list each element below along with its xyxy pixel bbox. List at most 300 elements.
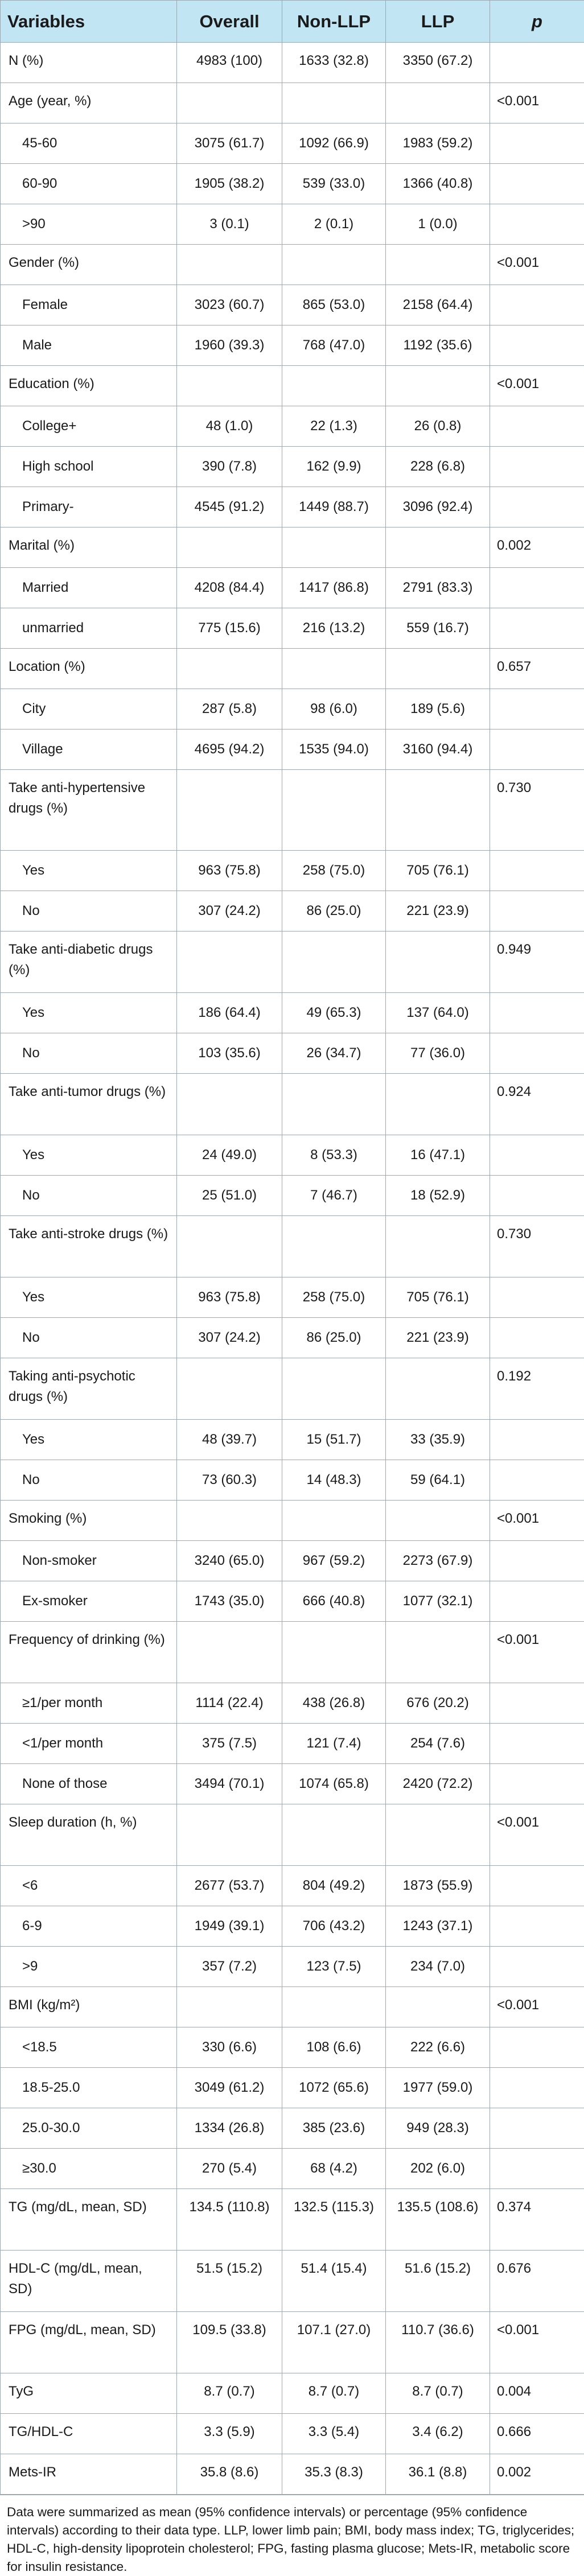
cell-llp: 221 (23.9) bbox=[386, 1318, 490, 1358]
cell-variable: 45-60 bbox=[1, 123, 177, 164]
table-row bbox=[1, 1176, 584, 1216]
cell-non-llp: 162 (9.9) bbox=[282, 447, 386, 487]
cell-overall: 307 (24.2) bbox=[177, 1318, 282, 1358]
cell-p-value: <0.001 bbox=[490, 1987, 584, 2027]
cell-overall: 375 (7.5) bbox=[177, 1724, 282, 1764]
cell-llp: 2420 (72.2) bbox=[386, 1764, 490, 1804]
cell-non-llp: 3.3 (5.4) bbox=[282, 2414, 386, 2454]
cell-llp: 676 (20.2) bbox=[386, 1683, 490, 1724]
cell-llp: 110.7 (36.6) bbox=[386, 2312, 490, 2373]
table-row bbox=[1, 1764, 584, 1804]
cell-llp bbox=[386, 527, 490, 568]
table-row bbox=[1, 932, 584, 993]
table-row bbox=[1, 851, 584, 891]
cell-p-value bbox=[490, 608, 584, 649]
cell-non-llp: 1633 (32.8) bbox=[282, 43, 386, 83]
cell-non-llp: 258 (75.0) bbox=[282, 851, 386, 891]
cell-overall: 287 (5.8) bbox=[177, 689, 282, 729]
cell-llp: 3096 (92.4) bbox=[386, 487, 490, 527]
cell-overall: 3049 (61.2) bbox=[177, 2068, 282, 2108]
cell-non-llp bbox=[282, 649, 386, 689]
cell-non-llp: 1074 (65.8) bbox=[282, 1764, 386, 1804]
table-row bbox=[1, 83, 584, 123]
cell-variable: Female bbox=[1, 285, 177, 325]
cell-variable: ≥1/per month bbox=[1, 1683, 177, 1724]
cell-p-value bbox=[490, 1277, 584, 1318]
table-row bbox=[1, 891, 584, 932]
cell-variable: No bbox=[1, 1033, 177, 1074]
cell-non-llp: 385 (23.6) bbox=[282, 2108, 386, 2149]
cell-variable: Yes bbox=[1, 1135, 177, 1176]
cell-p-value bbox=[490, 689, 584, 729]
cell-p-value bbox=[490, 406, 584, 447]
cell-overall: 4695 (94.2) bbox=[177, 729, 282, 770]
cell-overall: 270 (5.4) bbox=[177, 2149, 282, 2189]
cell-llp bbox=[386, 1501, 490, 1541]
cell-p-value bbox=[490, 729, 584, 770]
cell-llp: 202 (6.0) bbox=[386, 2149, 490, 2189]
table-row bbox=[1, 993, 584, 1033]
cell-llp: 705 (76.1) bbox=[386, 851, 490, 891]
cell-p-value bbox=[490, 1541, 584, 1581]
cell-overall: 51.5 (15.2) bbox=[177, 2251, 282, 2312]
cell-variable: Mets-IR bbox=[1, 2454, 177, 2495]
cell-llp bbox=[386, 1074, 490, 1135]
table-row bbox=[1, 1581, 584, 1622]
cell-non-llp: 49 (65.3) bbox=[282, 993, 386, 1033]
table-row bbox=[1, 325, 584, 366]
cell-llp: 1366 (40.8) bbox=[386, 164, 490, 204]
cell-llp: 221 (23.9) bbox=[386, 891, 490, 932]
cell-llp bbox=[386, 1358, 490, 1420]
cell-llp: 1977 (59.0) bbox=[386, 2068, 490, 2108]
cell-variable: Yes bbox=[1, 1420, 177, 1460]
cell-non-llp bbox=[282, 1987, 386, 2027]
header-variables: Variables bbox=[1, 1, 177, 43]
cell-p-value bbox=[490, 1318, 584, 1358]
cell-non-llp: 132.5 (115.3) bbox=[282, 2189, 386, 2251]
cell-p-value: <0.001 bbox=[490, 1622, 584, 1683]
cell-llp: 1873 (55.9) bbox=[386, 1866, 490, 1906]
cell-non-llp: 216 (13.2) bbox=[282, 608, 386, 649]
cell-p-value bbox=[490, 1947, 584, 1987]
table-row bbox=[1, 1866, 584, 1906]
cell-llp: 2158 (64.4) bbox=[386, 285, 490, 325]
table-row bbox=[1, 2149, 584, 2189]
cell-non-llp bbox=[282, 932, 386, 993]
table-row bbox=[1, 608, 584, 649]
header-overall: Overall bbox=[177, 1, 282, 43]
cell-non-llp: 68 (4.2) bbox=[282, 2149, 386, 2189]
cell-p-value bbox=[490, 993, 584, 1033]
cell-variable: Yes bbox=[1, 851, 177, 891]
cell-llp bbox=[386, 83, 490, 123]
cell-variable: Yes bbox=[1, 993, 177, 1033]
table-row bbox=[1, 1622, 584, 1683]
cell-non-llp: 51.4 (15.4) bbox=[282, 2251, 386, 2312]
cell-variable: City bbox=[1, 689, 177, 729]
cell-overall bbox=[177, 770, 282, 851]
cell-overall: 4545 (91.2) bbox=[177, 487, 282, 527]
cell-p-value: 0.004 bbox=[490, 2373, 584, 2414]
cell-non-llp: 1449 (88.7) bbox=[282, 487, 386, 527]
table-row bbox=[1, 527, 584, 568]
cell-non-llp: 706 (43.2) bbox=[282, 1906, 386, 1947]
cell-llp: 3160 (94.4) bbox=[386, 729, 490, 770]
cell-p-value bbox=[490, 1033, 584, 1074]
cell-llp bbox=[386, 245, 490, 285]
cell-overall: 775 (15.6) bbox=[177, 608, 282, 649]
cell-variable: None of those bbox=[1, 1764, 177, 1804]
cell-variable: Age (year, %) bbox=[1, 83, 177, 123]
cell-p-value bbox=[490, 2068, 584, 2108]
cell-non-llp bbox=[282, 83, 386, 123]
cell-non-llp bbox=[282, 1216, 386, 1277]
table-row bbox=[1, 2373, 584, 2414]
cell-variable: TG/HDL-C bbox=[1, 2414, 177, 2454]
cell-non-llp: 123 (7.5) bbox=[282, 1947, 386, 1987]
cell-variable: No bbox=[1, 1318, 177, 1358]
table-row bbox=[1, 1541, 584, 1581]
cell-overall bbox=[177, 932, 282, 993]
table-row bbox=[1, 2068, 584, 2108]
table-row bbox=[1, 1683, 584, 1724]
cell-variable: Married bbox=[1, 568, 177, 608]
cell-non-llp bbox=[282, 1804, 386, 1866]
cell-p-value bbox=[490, 1135, 584, 1176]
cell-variable: Gender (%) bbox=[1, 245, 177, 285]
cell-variable: unmarried bbox=[1, 608, 177, 649]
table-row bbox=[1, 1074, 584, 1135]
cell-p-value: 0.924 bbox=[490, 1074, 584, 1135]
cell-llp: 135.5 (108.6) bbox=[386, 2189, 490, 2251]
cell-p-value bbox=[490, 123, 584, 164]
cell-llp: 2791 (83.3) bbox=[386, 568, 490, 608]
table-row bbox=[1, 123, 584, 164]
table-row bbox=[1, 2189, 584, 2251]
cell-overall: 1905 (38.2) bbox=[177, 164, 282, 204]
cell-variable: Marital (%) bbox=[1, 527, 177, 568]
cell-p-value bbox=[490, 2149, 584, 2189]
table-row bbox=[1, 1135, 584, 1176]
cell-non-llp: 804 (49.2) bbox=[282, 1866, 386, 1906]
table-row bbox=[1, 1501, 584, 1541]
cell-variable: Non-smoker bbox=[1, 1541, 177, 1581]
cell-non-llp: 26 (34.7) bbox=[282, 1033, 386, 1074]
cell-overall bbox=[177, 649, 282, 689]
cell-non-llp: 1535 (94.0) bbox=[282, 729, 386, 770]
cell-p-value: 0.730 bbox=[490, 1216, 584, 1277]
cell-llp: 222 (6.6) bbox=[386, 2027, 490, 2068]
table-row bbox=[1, 568, 584, 608]
cell-llp bbox=[386, 1216, 490, 1277]
table-row bbox=[1, 649, 584, 689]
cell-overall: 35.8 (8.6) bbox=[177, 2454, 282, 2495]
cell-variable: N (%) bbox=[1, 43, 177, 83]
table-row bbox=[1, 1420, 584, 1460]
cell-llp: 228 (6.8) bbox=[386, 447, 490, 487]
table-footnote: Data were summarized as mean (95% confidence intervals) or percentage (95% confidence intervals) according to their data type. LLP, lower limb pain; BMI, body mass index; TG, triglycerides; HDL-C, high-density lipoprotein cholesterol; FPG, fasting plasma glucose; Mets-IR, metabolic score for insulin resistance. bbox=[0, 2495, 584, 2576]
cell-overall: 3240 (65.0) bbox=[177, 1541, 282, 1581]
cell-p-value bbox=[490, 2108, 584, 2149]
cell-llp: 1 (0.0) bbox=[386, 204, 490, 245]
table-row bbox=[1, 285, 584, 325]
cell-llp: 3.4 (6.2) bbox=[386, 2414, 490, 2454]
cell-llp: 559 (16.7) bbox=[386, 608, 490, 649]
cell-variable: No bbox=[1, 891, 177, 932]
cell-llp bbox=[386, 1804, 490, 1866]
cell-overall: 1114 (22.4) bbox=[177, 1683, 282, 1724]
cell-variable: HDL-C (mg/dL, mean, SD) bbox=[1, 2251, 177, 2312]
cell-overall: 4208 (84.4) bbox=[177, 568, 282, 608]
cell-llp bbox=[386, 770, 490, 851]
cell-p-value: 0.657 bbox=[490, 649, 584, 689]
cell-non-llp: 768 (47.0) bbox=[282, 325, 386, 366]
cell-non-llp: 967 (59.2) bbox=[282, 1541, 386, 1581]
cell-llp: 1243 (37.1) bbox=[386, 1906, 490, 1947]
cell-llp: 1077 (32.1) bbox=[386, 1581, 490, 1622]
cell-variable: Take anti-diabetic drugs (%) bbox=[1, 932, 177, 993]
cell-p-value bbox=[490, 1176, 584, 1216]
cell-overall bbox=[177, 366, 282, 406]
cell-non-llp: 86 (25.0) bbox=[282, 891, 386, 932]
cell-overall: 186 (64.4) bbox=[177, 993, 282, 1033]
cell-p-value: 0.676 bbox=[490, 2251, 584, 2312]
cell-p-value bbox=[490, 164, 584, 204]
cell-overall: 24 (49.0) bbox=[177, 1135, 282, 1176]
table-row bbox=[1, 406, 584, 447]
cell-overall: 330 (6.6) bbox=[177, 2027, 282, 2068]
cell-variable: No bbox=[1, 1460, 177, 1501]
cell-p-value: 0.192 bbox=[490, 1358, 584, 1420]
table-row bbox=[1, 2251, 584, 2312]
cell-overall: 307 (24.2) bbox=[177, 891, 282, 932]
cell-non-llp: 258 (75.0) bbox=[282, 1277, 386, 1318]
table-row bbox=[1, 43, 584, 83]
cell-llp: 949 (28.3) bbox=[386, 2108, 490, 2149]
cell-overall: 357 (7.2) bbox=[177, 1947, 282, 1987]
cell-variable: No bbox=[1, 1176, 177, 1216]
cell-non-llp: 7 (46.7) bbox=[282, 1176, 386, 1216]
cell-overall: 3075 (61.7) bbox=[177, 123, 282, 164]
cell-p-value bbox=[490, 447, 584, 487]
cell-p-value: <0.001 bbox=[490, 2312, 584, 2373]
cell-llp: 59 (64.1) bbox=[386, 1460, 490, 1501]
cell-variable: Take anti-stroke drugs (%) bbox=[1, 1216, 177, 1277]
cell-llp bbox=[386, 932, 490, 993]
cell-p-value bbox=[490, 285, 584, 325]
cell-overall bbox=[177, 245, 282, 285]
cell-non-llp: 2 (0.1) bbox=[282, 204, 386, 245]
cell-variable: Education (%) bbox=[1, 366, 177, 406]
cell-non-llp: 14 (48.3) bbox=[282, 1460, 386, 1501]
cell-non-llp bbox=[282, 527, 386, 568]
cell-p-value: <0.001 bbox=[490, 83, 584, 123]
cell-overall: 963 (75.8) bbox=[177, 1277, 282, 1318]
cell-overall bbox=[177, 1622, 282, 1683]
table-header-row bbox=[1, 1, 584, 43]
cell-variable: Frequency of drinking (%) bbox=[1, 1622, 177, 1683]
cell-p-value: 0.949 bbox=[490, 932, 584, 993]
cell-variable: Location (%) bbox=[1, 649, 177, 689]
cell-p-value: 0.730 bbox=[490, 770, 584, 851]
cell-variable: 60-90 bbox=[1, 164, 177, 204]
cell-variable: 25.0-30.0 bbox=[1, 2108, 177, 2149]
cell-p-value bbox=[490, 2027, 584, 2068]
table-row bbox=[1, 164, 584, 204]
table-row bbox=[1, 245, 584, 285]
cell-non-llp bbox=[282, 770, 386, 851]
cell-llp: 1192 (35.6) bbox=[386, 325, 490, 366]
table-row bbox=[1, 689, 584, 729]
cell-p-value: 0.002 bbox=[490, 2454, 584, 2495]
cell-non-llp: 1092 (66.9) bbox=[282, 123, 386, 164]
cell-llp: 77 (36.0) bbox=[386, 1033, 490, 1074]
table-row bbox=[1, 1358, 584, 1420]
cell-non-llp: 107.1 (27.0) bbox=[282, 2312, 386, 2373]
cell-overall: 25 (51.0) bbox=[177, 1176, 282, 1216]
cell-variable: Yes bbox=[1, 1277, 177, 1318]
cell-p-value bbox=[490, 325, 584, 366]
cell-llp bbox=[386, 649, 490, 689]
cell-non-llp: 15 (51.7) bbox=[282, 1420, 386, 1460]
table-row bbox=[1, 447, 584, 487]
header-non-llp: Non-LLP bbox=[282, 1, 386, 43]
cell-non-llp: 35.3 (8.3) bbox=[282, 2454, 386, 2495]
cell-non-llp: 121 (7.4) bbox=[282, 1724, 386, 1764]
cell-p-value bbox=[490, 204, 584, 245]
table-row bbox=[1, 487, 584, 527]
cell-p-value bbox=[490, 1420, 584, 1460]
cell-variable: Primary- bbox=[1, 487, 177, 527]
cell-non-llp: 1417 (86.8) bbox=[282, 568, 386, 608]
cell-overall bbox=[177, 1216, 282, 1277]
cell-overall: 48 (39.7) bbox=[177, 1420, 282, 1460]
cell-llp: 2273 (67.9) bbox=[386, 1541, 490, 1581]
table-row bbox=[1, 1987, 584, 2027]
cell-llp: 36.1 (8.8) bbox=[386, 2454, 490, 2495]
cell-overall: 134.5 (110.8) bbox=[177, 2189, 282, 2251]
cell-overall: 2677 (53.7) bbox=[177, 1866, 282, 1906]
cell-overall: 8.7 (0.7) bbox=[177, 2373, 282, 2414]
cell-p-value: 0.374 bbox=[490, 2189, 584, 2251]
cell-non-llp bbox=[282, 1501, 386, 1541]
cell-p-value: <0.001 bbox=[490, 366, 584, 406]
cell-non-llp: 666 (40.8) bbox=[282, 1581, 386, 1622]
cell-variable: Take anti-hypertensive drugs (%) bbox=[1, 770, 177, 851]
cell-variable: ≥30.0 bbox=[1, 2149, 177, 2189]
cell-overall: 963 (75.8) bbox=[177, 851, 282, 891]
cell-non-llp bbox=[282, 1622, 386, 1683]
cell-p-value bbox=[490, 1724, 584, 1764]
cell-p-value bbox=[490, 1581, 584, 1622]
cell-llp bbox=[386, 366, 490, 406]
cell-variable: BMI (kg/m²) bbox=[1, 1987, 177, 2027]
cell-variable: TyG bbox=[1, 2373, 177, 2414]
cell-p-value: <0.001 bbox=[490, 1501, 584, 1541]
cell-llp bbox=[386, 1987, 490, 2027]
cell-overall bbox=[177, 1987, 282, 2027]
cell-non-llp: 539 (33.0) bbox=[282, 164, 386, 204]
cell-p-value bbox=[490, 891, 584, 932]
cell-overall: 1334 (26.8) bbox=[177, 2108, 282, 2149]
table-row bbox=[1, 1033, 584, 1074]
cell-llp: 234 (7.0) bbox=[386, 1947, 490, 1987]
cell-variable: <18.5 bbox=[1, 2027, 177, 2068]
cell-overall bbox=[177, 83, 282, 123]
cell-non-llp: 98 (6.0) bbox=[282, 689, 386, 729]
cell-variable: >90 bbox=[1, 204, 177, 245]
cell-overall: 390 (7.8) bbox=[177, 447, 282, 487]
table-row bbox=[1, 1906, 584, 1947]
table-row bbox=[1, 2027, 584, 2068]
cell-llp: 189 (5.6) bbox=[386, 689, 490, 729]
cell-p-value bbox=[490, 1866, 584, 1906]
cell-non-llp: 22 (1.3) bbox=[282, 406, 386, 447]
cell-p-value bbox=[490, 1906, 584, 1947]
cell-overall: 3023 (60.7) bbox=[177, 285, 282, 325]
cell-variable: Taking anti-psychotic drugs (%) bbox=[1, 1358, 177, 1420]
cell-llp: 137 (64.0) bbox=[386, 993, 490, 1033]
cell-p-value bbox=[490, 43, 584, 83]
cell-non-llp: 8.7 (0.7) bbox=[282, 2373, 386, 2414]
cell-p-value bbox=[490, 1683, 584, 1724]
cell-non-llp bbox=[282, 366, 386, 406]
cell-llp: 705 (76.1) bbox=[386, 1277, 490, 1318]
cell-variable: Male bbox=[1, 325, 177, 366]
cell-variable: 18.5-25.0 bbox=[1, 2068, 177, 2108]
table-row bbox=[1, 2454, 584, 2495]
cell-llp: 26 (0.8) bbox=[386, 406, 490, 447]
table-row bbox=[1, 770, 584, 851]
cell-overall: 3494 (70.1) bbox=[177, 1764, 282, 1804]
cell-overall: 1743 (35.0) bbox=[177, 1581, 282, 1622]
cell-llp: 51.6 (15.2) bbox=[386, 2251, 490, 2312]
cell-variable: Sleep duration (h, %) bbox=[1, 1804, 177, 1866]
cell-p-value bbox=[490, 487, 584, 527]
cell-llp bbox=[386, 1622, 490, 1683]
table-row bbox=[1, 1216, 584, 1277]
table-row bbox=[1, 729, 584, 770]
cell-llp: 254 (7.6) bbox=[386, 1724, 490, 1764]
table-row bbox=[1, 1804, 584, 1866]
cell-overall bbox=[177, 1501, 282, 1541]
header-llp: LLP bbox=[386, 1, 490, 43]
cell-overall: 109.5 (33.8) bbox=[177, 2312, 282, 2373]
cell-overall: 3 (0.1) bbox=[177, 204, 282, 245]
cell-overall: 4983 (100) bbox=[177, 43, 282, 83]
cell-non-llp: 86 (25.0) bbox=[282, 1318, 386, 1358]
cell-overall bbox=[177, 527, 282, 568]
cell-non-llp: 865 (53.0) bbox=[282, 285, 386, 325]
cell-variable: High school bbox=[1, 447, 177, 487]
cell-p-value: <0.001 bbox=[490, 245, 584, 285]
table-row bbox=[1, 1277, 584, 1318]
cell-overall: 1960 (39.3) bbox=[177, 325, 282, 366]
cell-overall: 48 (1.0) bbox=[177, 406, 282, 447]
cell-non-llp bbox=[282, 1074, 386, 1135]
cell-variable: TG (mg/dL, mean, SD) bbox=[1, 2189, 177, 2251]
cell-variable: >9 bbox=[1, 1947, 177, 1987]
cell-variable: Ex-smoker bbox=[1, 1581, 177, 1622]
table-row bbox=[1, 2312, 584, 2373]
cell-llp: 3350 (67.2) bbox=[386, 43, 490, 83]
cell-p-value: <0.001 bbox=[490, 1804, 584, 1866]
cell-p-value: 0.666 bbox=[490, 2414, 584, 2454]
table-row bbox=[1, 1724, 584, 1764]
cell-p-value bbox=[490, 851, 584, 891]
cell-overall bbox=[177, 1358, 282, 1420]
